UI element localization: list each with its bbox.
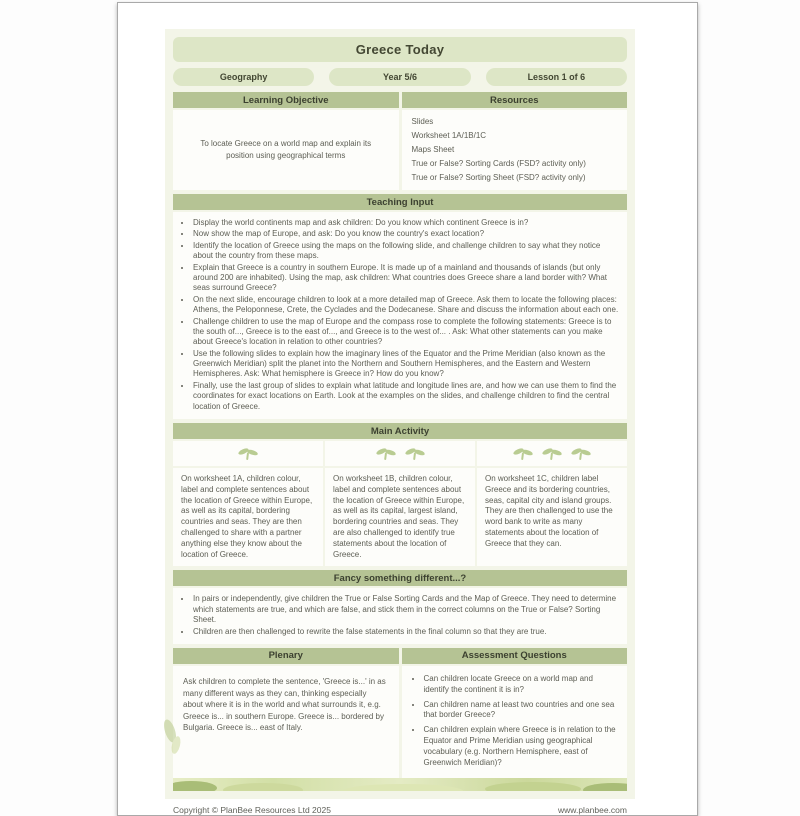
main-activity-columns [173,441,627,566]
resources-list [402,110,628,190]
difficulty-leaves [477,441,627,468]
plenary-header: Plenary [173,648,399,664]
plenary-section [173,648,399,778]
plenary-text: Ask children to complete the sentence, 'Greece is...' in as many different ways as they can, thinking especially about where it is in the world and what surrounds it, e.g. Greece is... in southern Europe. Greece is... bordered by Bulgaria. Greece is... east of Italy. [173,666,399,778]
resources-header: Resources [402,92,628,108]
assessment-questions [402,666,628,778]
page-title: Greece Today [173,37,627,62]
resource-item: Worksheet 1A/1B/1C [411,131,487,140]
main-activity-header: Main Activity [173,423,627,439]
resource-item: Slides [411,117,434,126]
fsd-bullets [181,594,619,637]
bottom-leaf-banner [173,778,627,791]
bullet-item: • Challenge children to use the map of Europe and the compass rose to complete the following statements: Greece is to the south of..., Greece is to the east of..., and Greece is to the west of... . Ask: What other statements can you make about Greece's location in relation to other countries? [192,317,619,348]
resource-item: True or False? Sorting Sheet (FSD? activity only) [411,173,586,182]
bullet-item: • Can children locate Greece on a world map and identify the continent it is in? [423,674,618,696]
bullet-item: • Now show the map of Europe, and ask: Do you know the country's exact location? [192,229,619,239]
difficulty-leaves [173,441,323,468]
assessment-header: Assessment Questions [402,648,628,664]
resource-item: Maps Sheet [411,145,455,154]
main-activity-text: On worksheet 1A, children colour, label and complete sentences about the location of Greece within Europe, as well as its capital, bordering countries and seas. They are then challenged to share with a partner anything else they know about the location of Greece. [181,474,313,559]
bullet-item: • On the next slide, encourage children to look at a more detailed map of Greece. Ask them to locate the following places: Athens, the Peloponnese, Crete, the Cyclades and the Dodecanese. Share and discuss the information about each one. [192,295,619,316]
bullet-item: • In pairs or independently, give children the True or False Sorting Cards and the Map of Greece. They need to determine which statements are true, and which are false, and stick them in the correct columns on the True or False? Sorting Sheet. [192,594,619,625]
bullet-item: • Can children explain where Greece is in relation to the Equator and Prime Meridian using geographical vocabulary (e.g. Northern Hemisphere, east of Greenwich Meridian)? [423,725,618,768]
meta-pill: Lesson 1 of 6 [486,68,627,86]
leaf-sprig-icon [237,447,259,461]
leaf-sprig-icon [375,447,397,461]
meta-pills [173,68,627,86]
plenary-assessment-row [173,648,627,778]
objective-resources-row [173,92,627,190]
fancy-something-different-header: Fancy something different...? [173,570,627,586]
main-activity-column-1c [477,441,627,566]
assessment-section [402,648,628,778]
leaf-banner-icon [173,778,627,791]
learning-objective-header: Learning Objective [173,92,399,108]
bullet-item: • Finally, use the last group of slides to explain what latitude and longitude lines are, and how we can use them to find the coordinates for exact locations on Earth. Look at the examples on the slides, and challenge children to find the central location of Greece. [192,381,619,412]
main-activity-column-1b [325,441,475,566]
website-link[interactable]: www.planbee.com [558,805,627,816]
bullet-item: • Can children name at least two countries and one sea that border Greece? [423,700,618,722]
learning-objective-section [173,92,399,190]
meta-pill: Year 5/6 [329,68,470,86]
bullet-item: • Explain that Greece is a country in southern Europe. It is made up of a mainland and thousands of islands (but only around 200 are inhabited). Using the map, ask children: What countries does Greece share a land border with? What seas surround Greece? [192,263,619,294]
leaf-sprig-icon [570,447,592,461]
bullet-item: • Identify the location of Greece using the maps on the following slide, and challenge children to say what they notice about the country from these maps. [192,241,619,262]
bullet-item: • Display the world continents map and ask children: Do you know which continent Greece is in? [192,218,619,228]
corner-leaf-decoration-icon [160,717,186,757]
teaching-input-section [173,212,627,419]
teaching-input-bullets [181,218,619,412]
bullet-item: • Children are then challenged to rewrite the false statements in the final column so that they are true. [192,627,619,637]
page-footer [165,805,635,815]
difficulty-leaves [325,441,475,468]
main-activity-column-1a [173,441,323,566]
learning-objective-text: To locate Greece on a world map and explain its position using geographical terms [173,110,399,190]
fancy-something-different-section [173,588,627,644]
meta-pill: Geography [173,68,314,86]
leaf-sprig-icon [541,447,563,461]
leaf-sprig-icon [512,447,534,461]
leaf-sprig-icon [404,447,426,461]
resource-item: True or False? Sorting Cards (FSD? activity only) [411,159,586,168]
main-activity-text: On worksheet 1B, children colour, label and complete sentences about the location of Greece within Europe, as well as its capital, largest island, bordering countries and seas. They are also challenged to identify true statements about the location of Greece. [333,474,465,559]
document-page [117,2,698,816]
teaching-input-header: Teaching Input [173,194,627,210]
main-activity-text: On worksheet 1C, children label Greece and its bordering countries, seas, capital city and island groups. They are then challenged to use the word bank to write as many statements about the location of Greece that they can. [485,474,613,548]
assessment-bullets [412,674,618,768]
lesson-plan-sheet [165,29,635,799]
resources-section [402,92,628,190]
bullet-item: • Use the following slides to explain how the imaginary lines of the Equator and the Prime Meridian (also known as the Greenwich Meridian) split the planet into the Northern and Southern Hemispheres, and the Eastern and Western Hemispheres. Ask: What hemisphere is Greece in? How do you know? [192,349,619,380]
copyright-text: Copyright © PlanBee Resources Ltd 2025 [173,805,331,816]
